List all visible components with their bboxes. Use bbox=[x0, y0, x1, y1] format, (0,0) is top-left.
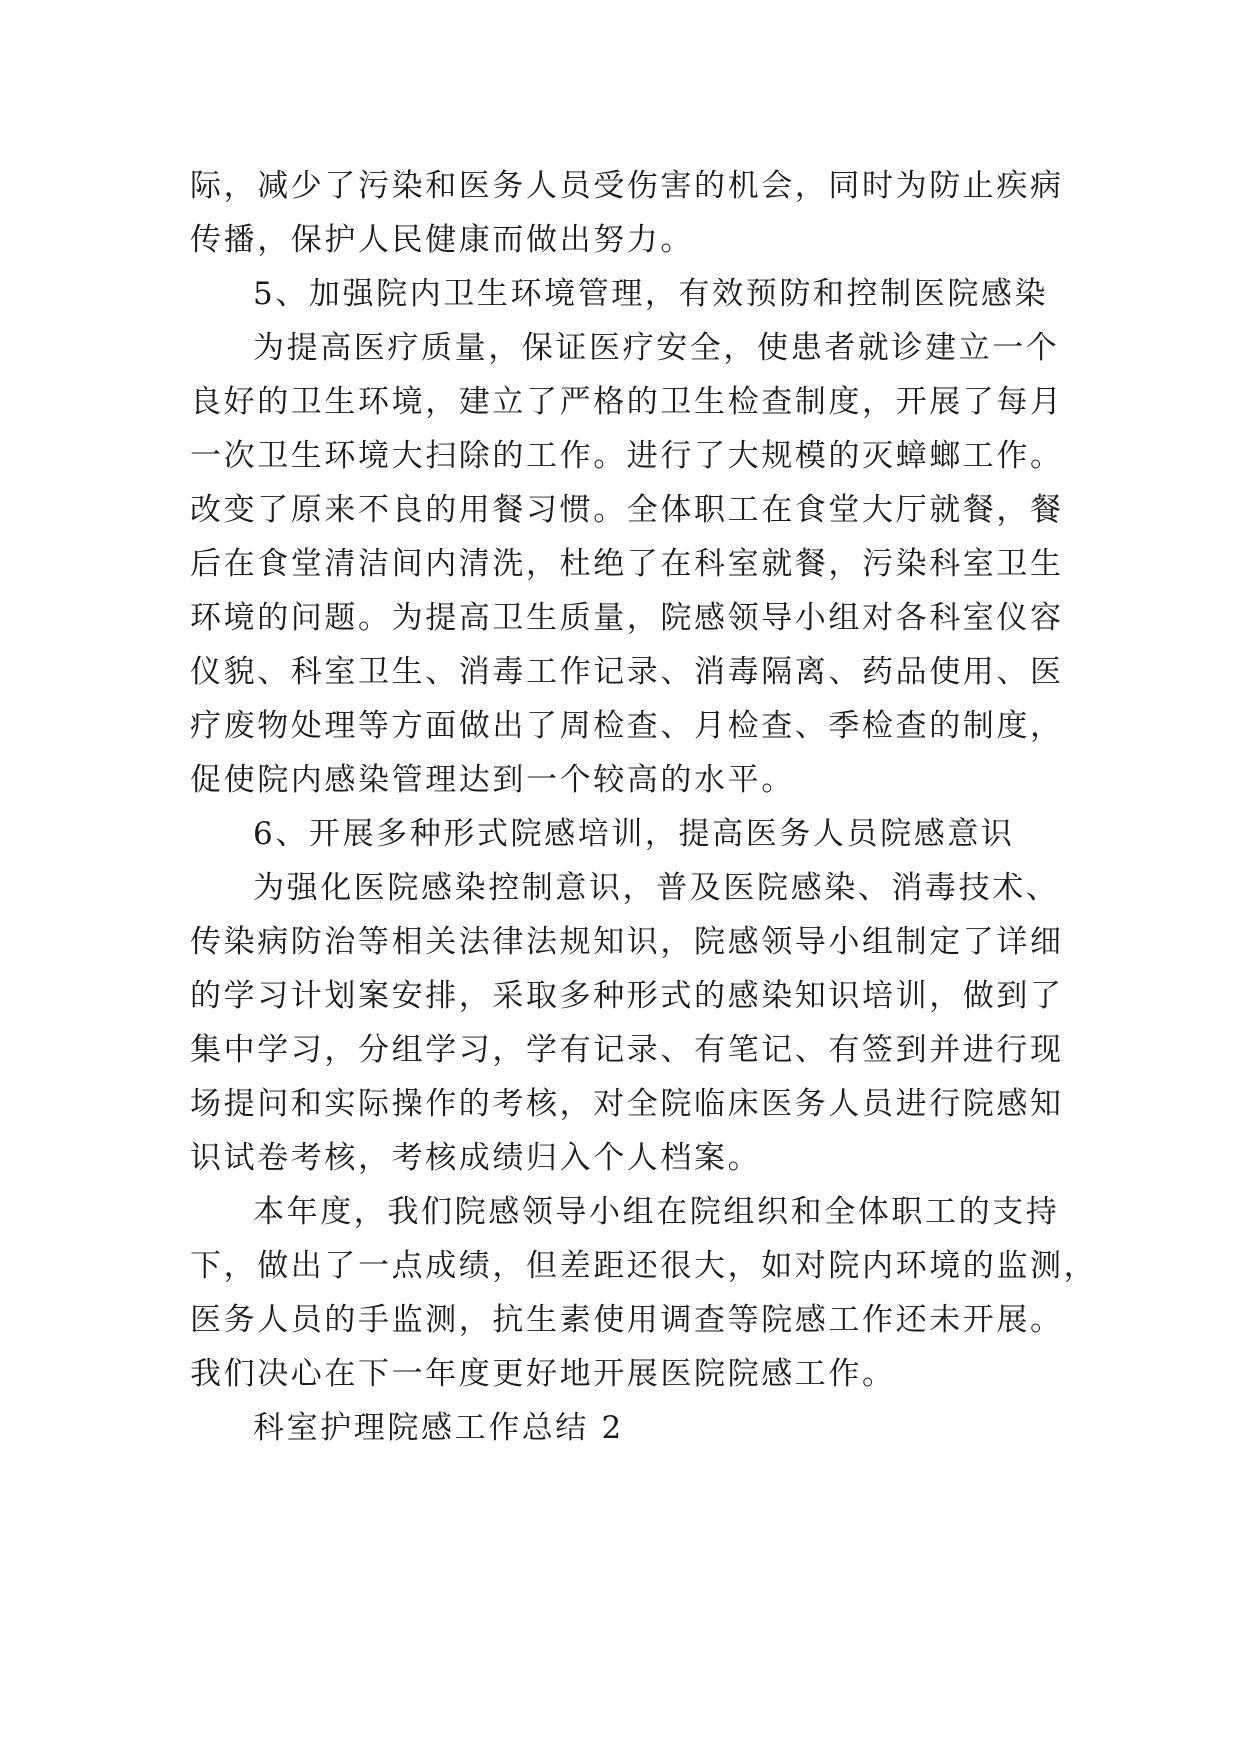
text-line: 疗废物处理等方面做出了周检查、月检查、季检查的制度， bbox=[190, 708, 1064, 744]
text-line: 下，做出了一点成绩，但差距还很大，如对院内环境的监测， bbox=[190, 1248, 1098, 1284]
text-line: 传播，保护人民健康而做出努力。 bbox=[190, 222, 694, 258]
text-line: 促使院内感染管理达到一个较高的水平。 bbox=[190, 762, 795, 798]
text-line: 一次卫生环境大扫除的工作。进行了大规模的灭蟑螂工作。 bbox=[190, 438, 1064, 474]
section-heading: 5、加强院内卫生环境管理，有效预防和控制医院感染 bbox=[253, 276, 1049, 312]
text-line: 为提高医疗质量，保证医疗安全，使患者就诊建立一个 bbox=[253, 330, 1060, 366]
text-line: 际，减少了污染和医务人员受伤害的机会，同时为防止疾病 bbox=[190, 168, 1064, 204]
text-line: 医务人员的手监测，抗生素使用调查等院感工作还未开展。 bbox=[190, 1302, 1064, 1338]
text-line: 我们决心在下一年度更好地开展医院院感工作。 bbox=[190, 1356, 896, 1392]
text-line: 改变了原来不良的用餐习惯。全体职工在食堂大厅就餐，餐 bbox=[190, 492, 1064, 528]
text-line: 本年度，我们院感领导小组在院组织和全体职工的支持 bbox=[253, 1194, 1060, 1230]
section-title: 科室护理院感工作总结 2 bbox=[253, 1410, 624, 1446]
text-line: 后在食堂清洁间内清洗，杜绝了在科室就餐，污染科室卫生 bbox=[190, 546, 1064, 582]
text-line: 环境的问题。为提高卫生质量，院感领导小组对各科室仪容 bbox=[190, 600, 1064, 636]
text-line: 为强化医院感染控制意识，普及医院感染、消毒技术、 bbox=[253, 870, 1060, 906]
text-line: 仪貌、科室卫生、消毒工作记录、消毒隔离、药品使用、医 bbox=[190, 654, 1064, 690]
text-line: 的学习计划案安排，采取多种形式的感染知识培训，做到了 bbox=[190, 978, 1064, 1014]
text-line: 识试卷考核，考核成绩归入个人档案。 bbox=[190, 1140, 762, 1176]
text-line: 集中学习，分组学习，学有记录、有笔记、有签到并进行现 bbox=[190, 1032, 1064, 1068]
text-line: 传染病防治等相关法律法规知识，院感领导小组制定了详细 bbox=[190, 924, 1064, 960]
section-heading: 6、开展多种形式院感培训，提高医务人员院感意识 bbox=[253, 816, 1015, 852]
text-line: 场提问和实际操作的考核，对全院临床医务人员进行院感知 bbox=[190, 1086, 1064, 1122]
text-line: 良好的卫生环境，建立了严格的卫生检查制度，开展了每月 bbox=[190, 384, 1064, 420]
